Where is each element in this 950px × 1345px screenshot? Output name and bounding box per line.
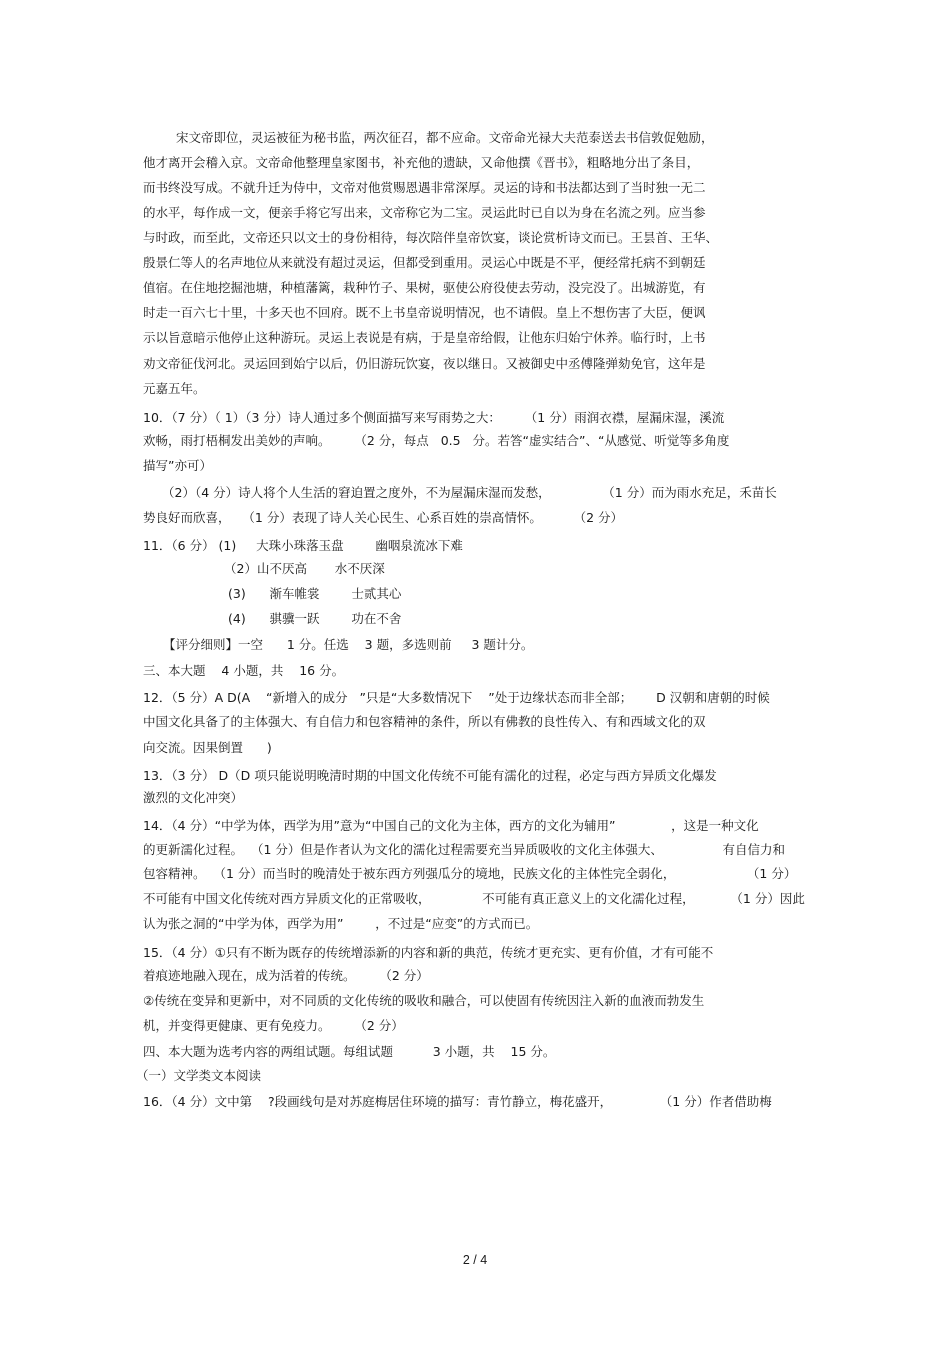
text-line: 示以旨意暗示他停止这种游玩。灵运上表说是有病，于是皇帝给假，让他东归始宁休养。临行时，上书 bbox=[143, 330, 706, 345]
page-number: 2 / 4 bbox=[462, 1253, 488, 1267]
answer-14-line: 的更新濡化过程。 （1 分）但是作者认为文化的濡化过程需要充当异质吸收的文化主体强大、 有自信力和 bbox=[143, 842, 785, 857]
answer-12-line: 向交流。因果倒置 ) bbox=[143, 740, 272, 755]
answer-11-line: (4) 骐骥一跃 功在不舍 bbox=[228, 611, 402, 626]
answer-13-line: 激烈的文化冲突） bbox=[143, 790, 244, 805]
answer-14-line: 认为张之洞的“中学为体，西学为用” ，不过是“应变”的方式而已。 bbox=[143, 916, 539, 931]
answer-15-line: 机，并变得更健康、更有免疫力。 （2 分） bbox=[143, 1018, 404, 1033]
answer-15-line: 着痕迹地融入现在，成为活着的传统。 （2 分） bbox=[143, 968, 429, 983]
answer-15-line: ②传统在变异和更新中，对不同质的文化传统的吸收和融合，可以使固有传统因注入新的血液而勃发生 bbox=[143, 993, 705, 1008]
subsection-heading: （一）文学类文本阅读 bbox=[136, 1068, 262, 1083]
answer-12-line: 12．（5 分）A D(A “新增入的成分 ”只是“大多数情况下 ”处于边缘状态而非全部； D 汉朝和唐朝的时候 bbox=[143, 690, 770, 705]
answer-10-line: 欢畅，雨打梧桐发出美妙的声响。 （2 分，每点 0.5 分。若答“虚实结合”、“从感觉、听觉等多角度 bbox=[143, 433, 730, 448]
text-line: 宋文帝即位，灵运被征为秘书监，两次征召，都不应命。文帝命光禄大夫范泰送去书信敦促勉励， bbox=[176, 130, 714, 145]
text-line: 时走一百六七十里，十多天也不回府。既不上书皇帝说明情况，也不请假。皇上不想伤害了大臣，便讽 bbox=[143, 305, 706, 320]
answer-10-line: 10．（7 分）（ 1）（3 分）诗人通过多个侧面描写来写雨势之大： （1 分）雨润衣襟，屋漏床湿，溪流 bbox=[143, 410, 725, 425]
text-line: 他才离开会稽入京。文帝命他整理皇家图书，补充他的遗缺，又命他撰《晋书》，粗略地分出了条目， bbox=[143, 155, 700, 170]
text-line: 的水平，每作成一文，便亲手将它写出来，文帝称它为二宝。灵运此时已自以为身在名流之列。应当参 bbox=[143, 205, 706, 220]
text-line: 劝文帝征伐河北。灵运回到始宁以后，仍旧游玩饮宴，夜以继日。又被御史中丞傅隆弹劾免官，这年是 bbox=[143, 356, 706, 371]
answer-11-line: (3) 渐车帷裳 士贰其心 bbox=[228, 586, 402, 601]
section-heading: 三、本大题 4 小题，共 16 分。 bbox=[143, 663, 345, 678]
answer-10-line: 描写”亦可） bbox=[143, 458, 212, 473]
answer-16-line: 16．（4 分）文中第 ?段画线句是对苏庭梅居住环境的描写：青竹静立，梅花盛开， （1 分）作者借助梅 bbox=[143, 1094, 772, 1109]
text-line: 而书终没写成。不就升迁为侍中，文帝对他赏赐恩遇非常深厚。灵运的诗和书法都达到了当时独一无二 bbox=[143, 180, 706, 195]
scoring-rule: 【评分细则】一空 1 分。任选 3 题，多选则前 3 题计分。 bbox=[163, 637, 534, 652]
answer-14-line: 包容精神。 （1 分）而当时的晚清处于被东西方列强瓜分的境地，民族文化的主体性完全弱化， （1 分） bbox=[143, 866, 797, 881]
answer-11-line: （2）山不厌高 水不厌深 bbox=[224, 561, 385, 576]
answer-15-line: 15．（4 分）①只有不断为既存的传统增添新的内容和新的典范，传统才更充实、更有价值，才有可能不 bbox=[143, 945, 714, 960]
answer-10-line: （2）（4 分）诗人将个人生活的窘迫置之度外，不为屋漏床湿而发愁， （1 分）而为雨水充足，禾苗长 bbox=[162, 485, 777, 500]
answer-13-line: 13．（3 分） D（D 项只能说明晚清时期的中国文化传统不可能有濡化的过程，必定与西方异质文化爆发 bbox=[143, 768, 717, 783]
text-line: 与时政，而至此，文帝还只以文士的身份相待，每次陪伴皇帝饮宴，谈论赏析诗文而已。王昙首、王华、 bbox=[143, 230, 719, 245]
answer-10-line: 势良好而欣喜， （1 分）表现了诗人关心民生、心系百姓的崇高情怀。 （2 分） bbox=[143, 510, 624, 525]
answer-14-line: 不可能有中国文化传统对西方异质文化的正常吸收， 不可能有真正意义上的文化濡化过程， （1 分）因此 bbox=[143, 891, 805, 906]
section-heading: 四、本大题为选考内容的两组试题。每组试题 3 小题，共 15 分。 bbox=[143, 1044, 556, 1059]
text-line: 值宿。在住地挖掘池塘，种植藩篱，栽种竹子、果树，驱使公府役使去劳动，没完没了。出城游览，有 bbox=[143, 280, 706, 295]
text-line: 元嘉五年。 bbox=[143, 381, 206, 396]
answer-11-line: 11．（6 分） (1) 大珠小珠落玉盘 幽咽泉流冰下难 bbox=[143, 538, 463, 553]
answer-14-line: 14．（4 分）“中学为体，西学为用”意为“中国自己的文化为主体，西方的文化为辅用” ，这是一种文化 bbox=[143, 818, 759, 833]
text-line: 殷景仁等人的名声地位从来就没有超过灵运，但都受到重用。灵运心中既是不平，便经常托病不到朝廷 bbox=[143, 255, 706, 270]
answer-12-line: 中国文化具备了的主体强大、有自信力和包容精神的条件，所以有佛教的良性传入、有和西域文化的双 bbox=[143, 714, 706, 729]
